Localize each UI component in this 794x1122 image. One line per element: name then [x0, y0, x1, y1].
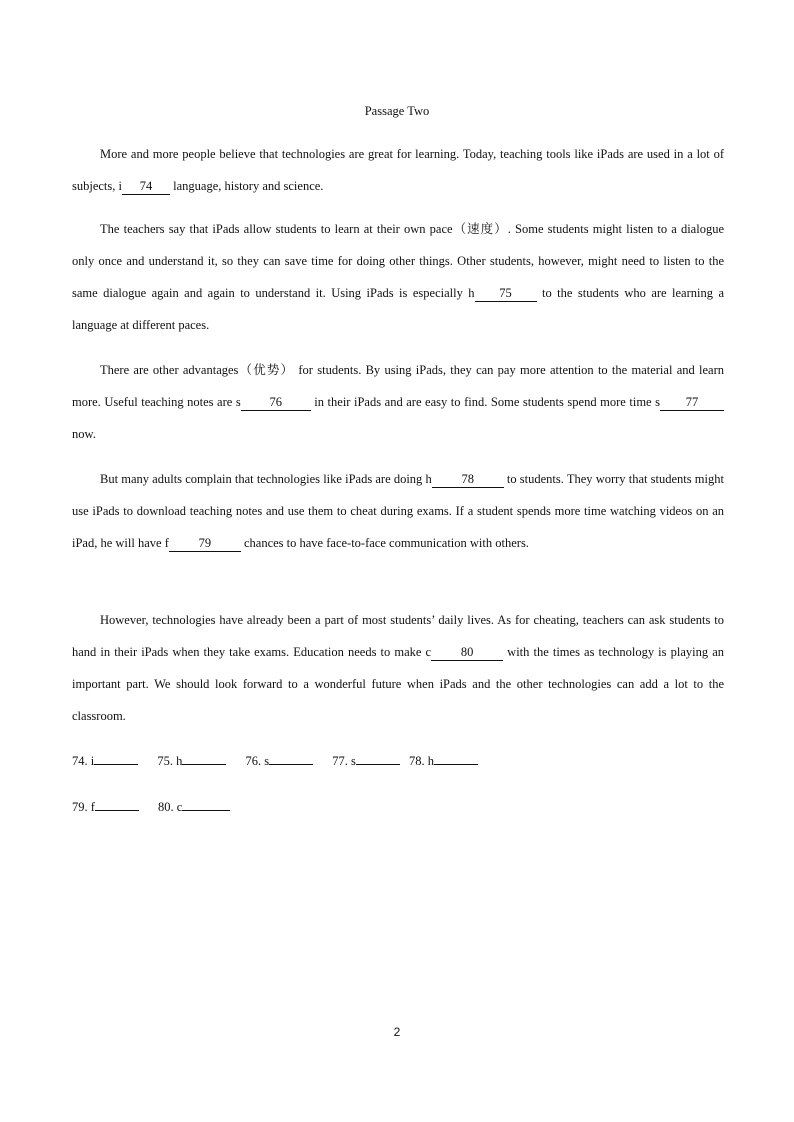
answer-77	[332, 752, 400, 769]
paragraph-3-text-b: in their iPads and are easy to find. Some students spend more time s	[310, 395, 661, 409]
paragraph-4-text-c: chances to have face-to-face communication with others.	[240, 536, 529, 550]
paragraph-5	[72, 604, 724, 732]
answer-row-1	[72, 752, 494, 769]
answer-77-label: 77. s	[332, 754, 356, 768]
answer-80	[158, 798, 230, 815]
passage-title: Passage Two	[364, 104, 430, 118]
answer-75-line[interactable]	[182, 752, 226, 765]
paragraph-2	[72, 213, 724, 341]
answer-76-line[interactable]	[269, 752, 313, 765]
paragraph-1-text-b: language, history and science.	[170, 179, 324, 193]
answer-79	[72, 798, 139, 815]
blank-79: 79	[169, 537, 241, 552]
paragraph-3-text-c: now.	[72, 427, 96, 441]
paragraph-1	[72, 138, 724, 202]
page-number: 2	[393, 1025, 401, 1039]
paragraph-3	[72, 354, 724, 450]
answer-78-label: 78. h	[408, 754, 434, 768]
answer-75-label: 75. h	[157, 754, 183, 768]
answer-80-label: 80. c	[158, 800, 183, 814]
paragraph-5-text-b: with the times as technology is playing an important part. We should look forward to a wonderful future when iPads and the other technologies can add a lot to the classroom.	[72, 645, 724, 723]
answer-row-2	[72, 798, 246, 815]
blank-77: 77	[660, 396, 724, 411]
answer-78	[409, 752, 478, 769]
answer-74-line[interactable]	[94, 752, 138, 765]
answer-74	[72, 752, 138, 769]
paragraph-1-text-a: More and more people believe that technologies are great for learning. Today, teaching tools like iPads are used in a lot of subjects, i	[72, 147, 724, 193]
paragraph-5-text-a: However, technologies have already been a part of most students’ daily lives. As for cheating, teachers can ask students to hand in their iPads when they take exams. Education needs to make c	[72, 613, 724, 659]
answer-79-line[interactable]	[95, 798, 139, 811]
paragraph-2-text-a: The teachers say that iPads allow students to learn at their own pace（速度）. Some students might listen to a dialogue only once and understand it, so they can save time for doing other things. Other students, however, might need to listen to the same dialogue again and again to understand it. Using iPads is especially h	[72, 222, 724, 300]
blank-74: 74	[122, 180, 170, 195]
answer-78-line[interactable]	[434, 752, 478, 765]
answer-75	[157, 752, 226, 769]
answer-76-label: 76. s	[245, 754, 270, 768]
paragraph-2-text-b: to the students who are learning a language at different paces.	[72, 286, 724, 332]
blank-80: 80	[431, 646, 503, 661]
paragraph-4-text-a: But many adults complain that technologies like iPads are doing h	[100, 472, 432, 486]
paragraph-3-text-a: There are other advantages（优势） for students. By using iPads, they can pay more attention to the material and learn more. Useful teaching notes are s	[72, 363, 724, 409]
answer-80-line[interactable]	[182, 798, 230, 811]
answer-74-label: 74. i	[72, 754, 95, 768]
paragraph-4	[72, 463, 724, 559]
blank-75: 75	[475, 287, 537, 302]
blank-78: 78	[432, 473, 504, 488]
answer-76	[245, 752, 313, 769]
paragraph-4-text-b: to students. They worry that students might use iPads to download teaching notes and use them to cheat during exams. If a student spends more time watching videos on an iPad, he will have f	[72, 472, 724, 550]
blank-76: 76	[241, 396, 311, 411]
answer-79-label: 79. f	[72, 800, 95, 814]
answer-77-line[interactable]	[356, 752, 400, 765]
